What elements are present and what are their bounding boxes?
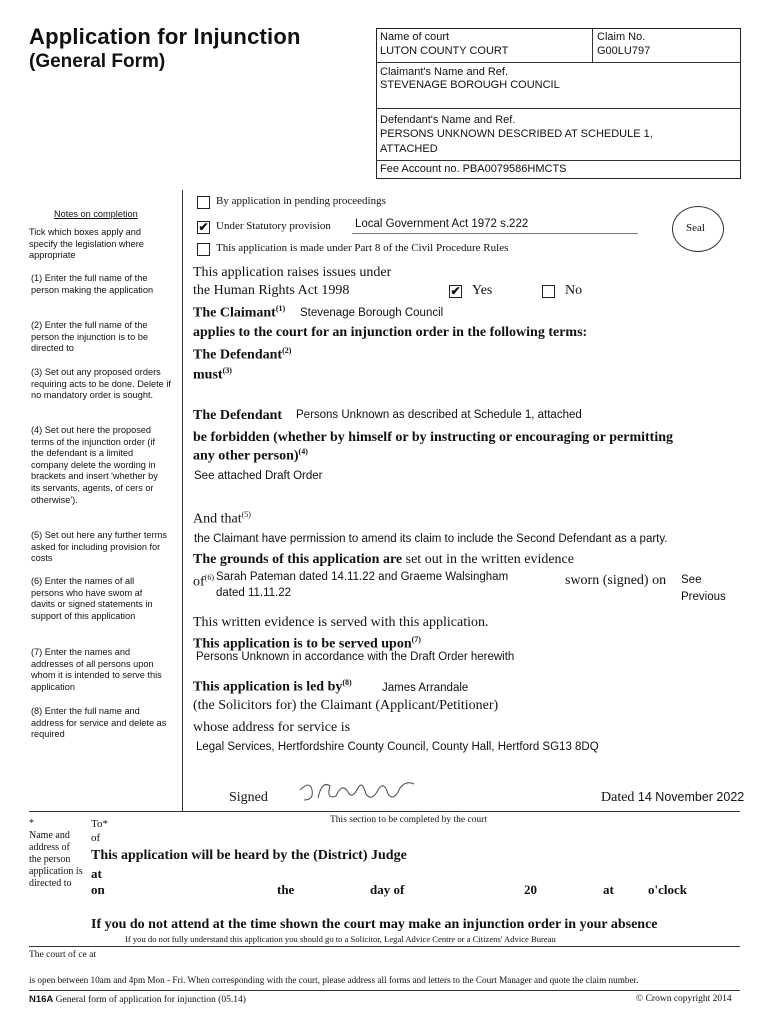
- copyright-note: © Crown copyright 2014: [636, 994, 732, 1004]
- claimant-ref-label: Claimant's Name and Ref.: [380, 66, 509, 78]
- fee-account-label: Fee Account no.: [380, 163, 460, 175]
- claim-no-value[interactable]: G00LU797: [597, 45, 651, 57]
- human-rights-no-label: No: [565, 283, 583, 298]
- applies-text: applies to the court for an injunction order in the following terms:: [193, 325, 588, 340]
- claimant-value[interactable]: Stevenage Borough Council: [300, 307, 444, 319]
- must-label: must$^{(3)}$: [193, 366, 232, 383]
- statutory-provision-value[interactable]: Local Government Act 1972 s.222: [355, 218, 529, 230]
- evidence-value-line1[interactable]: Sarah Pateman dated 14.11.22 and Graeme Walsingham: [216, 571, 509, 583]
- note-8: (8) Enter the full name and address for service and delete as required: [31, 706, 167, 740]
- human-rights-yes-label: Yes: [472, 283, 493, 298]
- note-1: (1) Enter the full name of the person making the application: [31, 273, 154, 295]
- and-that-value[interactable]: the Claimant have permission to amend its claim to include the Second Defendant as a party.: [194, 533, 668, 545]
- defendant2-value[interactable]: Persons Unknown as described at Schedule 1, attached: [296, 409, 582, 421]
- note-7: (7) Enter the names and addresses of all persons upon whom it is intended to serve this application: [31, 647, 162, 692]
- defendant-label: The Defendant$^{(2)}$: [193, 346, 292, 363]
- to-side-note: Name and address of the person application is directed to: [29, 830, 83, 889]
- statutory-provision-label: Under Statutory provision: [216, 220, 331, 232]
- form-code: N16A General form of application for injunction (05.14): [29, 994, 246, 1005]
- served-upon-value[interactable]: Persons Unknown in accordance with the Draft Order herewith: [196, 651, 515, 663]
- human-rights-line1: This application raises issues under: [193, 265, 392, 280]
- part8-checkbox[interactable]: [197, 243, 210, 256]
- absence-warning: If you do not attend at the time shown the court may make an injunction order in your absence: [91, 917, 658, 932]
- claimant-ref-value[interactable]: STEVENAGE BOROUGH COUNCIL: [380, 79, 560, 91]
- evidence-of-label: $of^{(6)}$: [193, 573, 214, 590]
- fee-account-value[interactable]: PBA0079586HMCTS: [462, 163, 567, 175]
- defendant-ref-label: Defendant's Name and Ref.: [380, 114, 516, 126]
- court-name-value[interactable]: LUTON COUNTY COURT: [380, 45, 509, 57]
- pending-proceedings-label: By application in pending proceedings: [216, 195, 386, 207]
- opening-hours-note: is open between 10am and 4pm Mon - Fri. When corresponding with the court, please address all forms and letters to the Court Manager and quote the claim number.: [29, 975, 639, 985]
- signed-label: Signed: [229, 790, 268, 805]
- notes-heading: Notes on completion: [54, 209, 138, 219]
- defendant-ref-value-line2[interactable]: ATTACHED: [380, 143, 438, 155]
- to-star: *: [29, 818, 34, 829]
- form-subtitle: (General Form): [29, 51, 166, 72]
- served-upon-label: This application is to be served upon$^{(7)}$: [193, 635, 421, 652]
- address-value[interactable]: Legal Services, Hertfordshire County Council, County Hall, Hertford SG13 8DQ: [196, 741, 599, 753]
- court-section-note: This section to be completed by the court: [330, 815, 487, 825]
- defendant2-label: The Defendant: [193, 408, 283, 423]
- hearing-day-of-label: day of: [370, 882, 405, 897]
- hearing-the-label: the: [277, 882, 295, 897]
- filed-by-value[interactable]: James Arrandale: [382, 682, 469, 694]
- claimant-label: The Claimant$^{(1)}$: [193, 304, 286, 321]
- evidence-value-line2[interactable]: dated 11.11.22: [216, 587, 292, 599]
- forbidden-line1: be forbidden (whether by himself or by instructing or encouraging or permitting: [193, 430, 674, 445]
- to-label: To*: [91, 818, 108, 830]
- notes-intro: Tick which boxes apply and specify the legislation where appropriate: [29, 227, 144, 261]
- court-office-label: The court of ce at: [29, 950, 96, 960]
- note-2: (2) Enter the full name of the person the injunction is to be directed to: [31, 320, 148, 354]
- pending-proceedings-checkbox[interactable]: [197, 196, 210, 209]
- note-6: (6) Enter the names of all persons who have swom af davits or signed statements in support of this application: [31, 576, 153, 621]
- statutory-provision-checkbox[interactable]: ✔: [198, 220, 209, 234]
- address-label: whose address for service is: [193, 720, 351, 735]
- sworn-value-line2[interactable]: Previous: [681, 591, 726, 603]
- court-name-label: Name of court: [380, 31, 450, 43]
- served-text: This written evidence is served with this application.: [193, 615, 489, 630]
- claim-no-label: Claim No.: [597, 31, 646, 43]
- hearing-at-label: at: [91, 866, 102, 881]
- sworn-value-line1[interactable]: See: [681, 574, 702, 586]
- note-5: (5) Set out here any further terms asked for including provision for costs: [31, 530, 167, 564]
- to-of-label: of: [91, 832, 101, 844]
- human-rights-no-checkbox[interactable]: [542, 285, 555, 298]
- seal-label: Seal: [686, 222, 705, 234]
- sworn-label: sworn (signed) on: [565, 573, 667, 588]
- hearing-year-label: 20: [524, 882, 537, 897]
- dated-field: Dated 14 November 2022: [601, 790, 745, 805]
- note-3: (3) Set out any proposed orders requiring acts to be done. Delete if no mandatory order is sought.: [31, 367, 171, 401]
- advice-note: If you do not fully understand this application you should go to a Solicitor, Legal Advice Centre or a Citizens' Advice Bureau: [125, 934, 556, 944]
- defendant-ref-value-line1[interactable]: PERSONS UNKNOWN DESCRIBED AT SCHEDULE 1,: [380, 128, 653, 140]
- solicitors-text: (the Solicitors for) the Claimant (Applicant/Petitioner): [193, 698, 499, 713]
- forbidden-line2: any other person)$^{(4)}$: [193, 447, 308, 464]
- grounds-text: The grounds of this application are set out in the written evidence: [193, 552, 574, 567]
- filed-by-label: This application is led $by^{(8)}$: [193, 678, 352, 695]
- forbidden-value[interactable]: See attached Draft Order: [194, 470, 323, 482]
- human-rights-line2: the Human Rights Act 1998: [193, 283, 350, 298]
- human-rights-yes-checkbox[interactable]: ✔: [450, 284, 461, 298]
- signature-icon: [296, 776, 426, 808]
- note-4: (4) Set out here the proposed terms of the injunction order (if the defendant is a limited company delete the wording in brackets and insert 'whether by its servants, agents, of cers or otherwise').: [31, 425, 158, 505]
- hearing-on-label: on: [91, 882, 105, 897]
- and-that-label: And that$^{(5)}$: [193, 510, 251, 527]
- hearing-oclock-label: o'clock: [648, 882, 687, 897]
- form-title: Application for Injunction: [29, 24, 301, 49]
- heard-text: This application will be heard by the (District) Judge: [91, 848, 407, 863]
- hearing-at2-label: at: [603, 882, 614, 897]
- part8-label: This application is made under Part 8 of the Civil Procedure Rules: [216, 242, 509, 254]
